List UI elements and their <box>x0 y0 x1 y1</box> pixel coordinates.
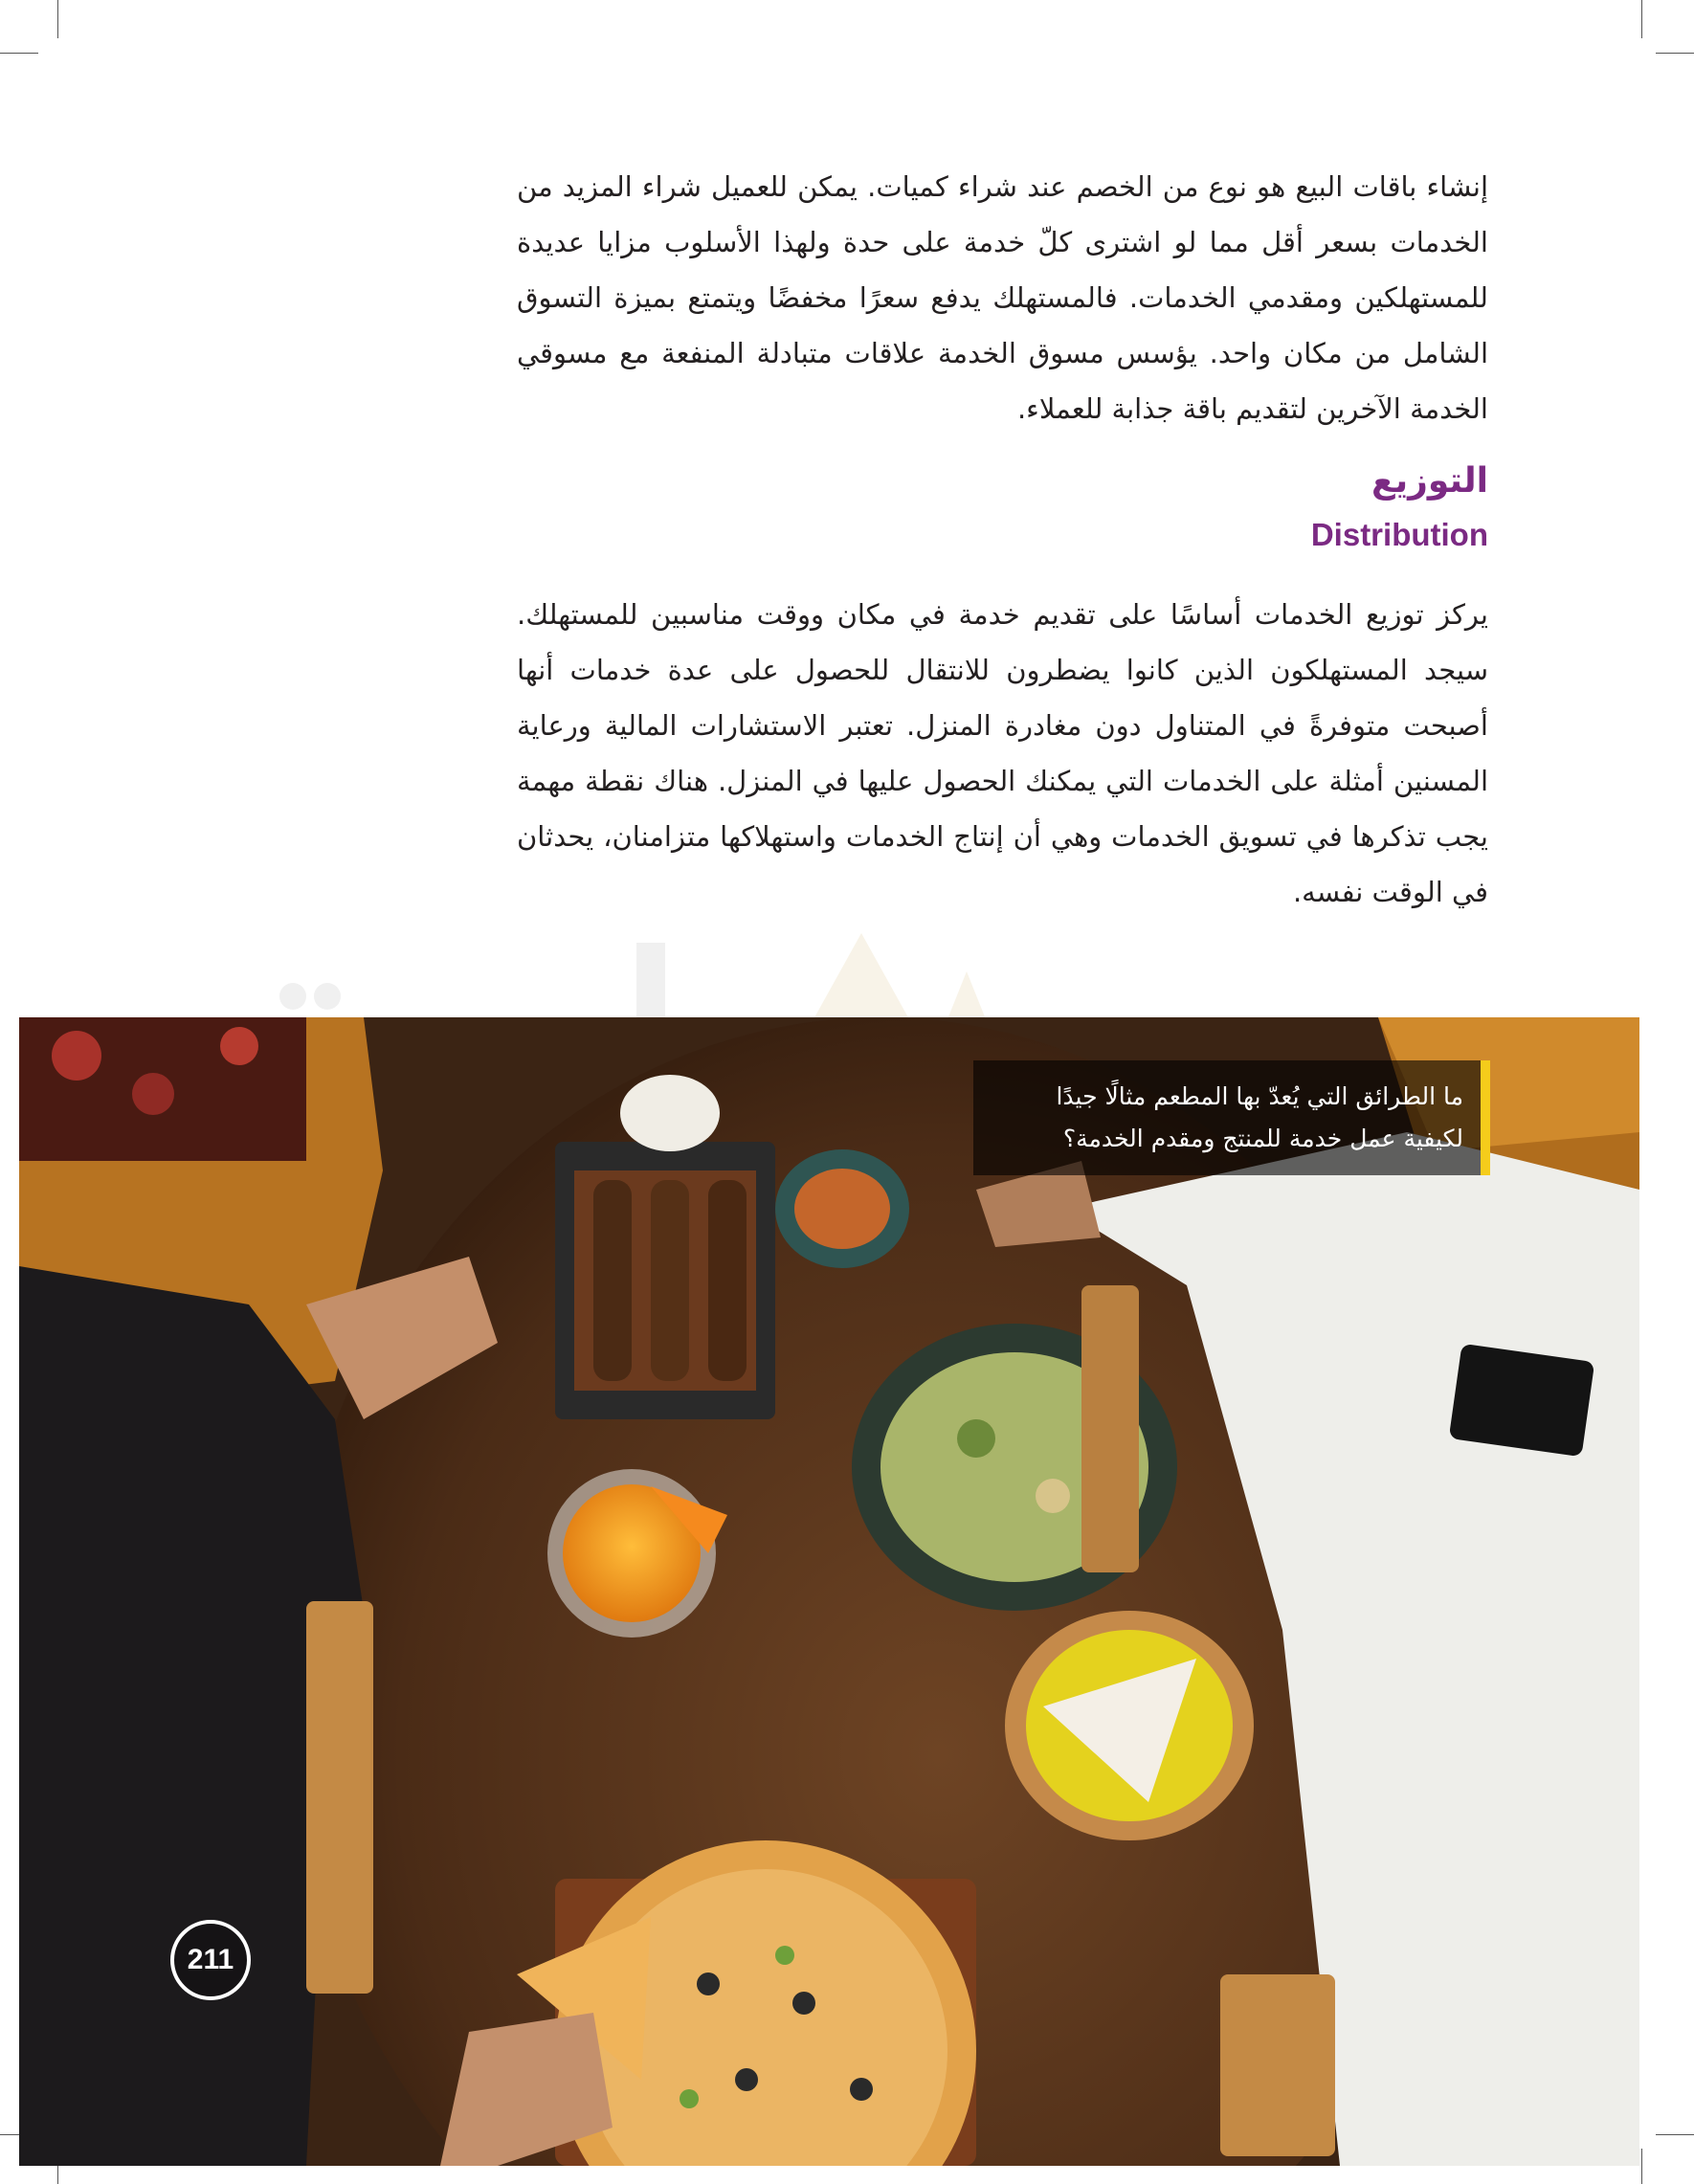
crop-mark <box>0 53 38 54</box>
crop-mark <box>1641 0 1642 38</box>
photo-caption-line2: لكيفية عمل خدمة للمنتج ومقدم الخدمة؟ <box>1062 1125 1463 1152</box>
crop-mark <box>1641 2149 1642 2184</box>
watermark-logo <box>278 933 1005 1019</box>
crop-mark <box>1656 53 1694 54</box>
intro-paragraph: إنشاء باقات البيع هو نوع من الخصم عند شراء كميات. يمكن للعميل شراء المزيد من الخدمات بسعر أقل مما لو اشترى كلّ خدمة على حدة ولهذا الأسلوب مزايا عديدة للمستهلكين ومقدمي الخدمات. فالمستهلك يدفع سعرًا مخفضًا ويتمتع بميزة التسوق الشامل من مكان واحد. يؤسس مسوق الخدمة علاقات متبادلة المنفعة مع مسوقي الخدمة الآخرين لتقديم باقة جذابة للعملاء. <box>517 170 1488 425</box>
photo-caption-box <box>973 1060 1490 1175</box>
photo-caption-line1: ما الطرائق التي يُعدّ بها المطعم مثالًا جيدًا <box>1056 1082 1463 1110</box>
restaurant-photo <box>19 1017 1639 2166</box>
page-number-badge: 211 <box>170 1920 251 2000</box>
crop-mark <box>1656 2134 1694 2135</box>
distribution-paragraph: يركز توزيع الخدمات أساسًا على تقديم خدمة في مكان ووقت مناسبين للمستهلك. سيجد المستهلكون الذين كانوا يضطرون للانتقال للحصول على عدة خدمات أنها أصبحت متوفرةً في المتناول دون مغادرة المنزل. تعتبر الاستشارات المالية ورعاية المسنين أمثلة على الخدمات التي يمكنك الحصول عليها في المنزل. هناك نقطة مهمة يجب تذكرها في تسويق الخدمات وهي أن إنتاج الخدمات واستهلاكها متزامنان، يحدثان في الوقت نفسه. <box>517 598 1488 908</box>
section-heading-english: Distribution <box>1310 517 1488 552</box>
crop-mark <box>57 0 58 38</box>
section-heading-arabic: التوزيع <box>1371 461 1488 501</box>
